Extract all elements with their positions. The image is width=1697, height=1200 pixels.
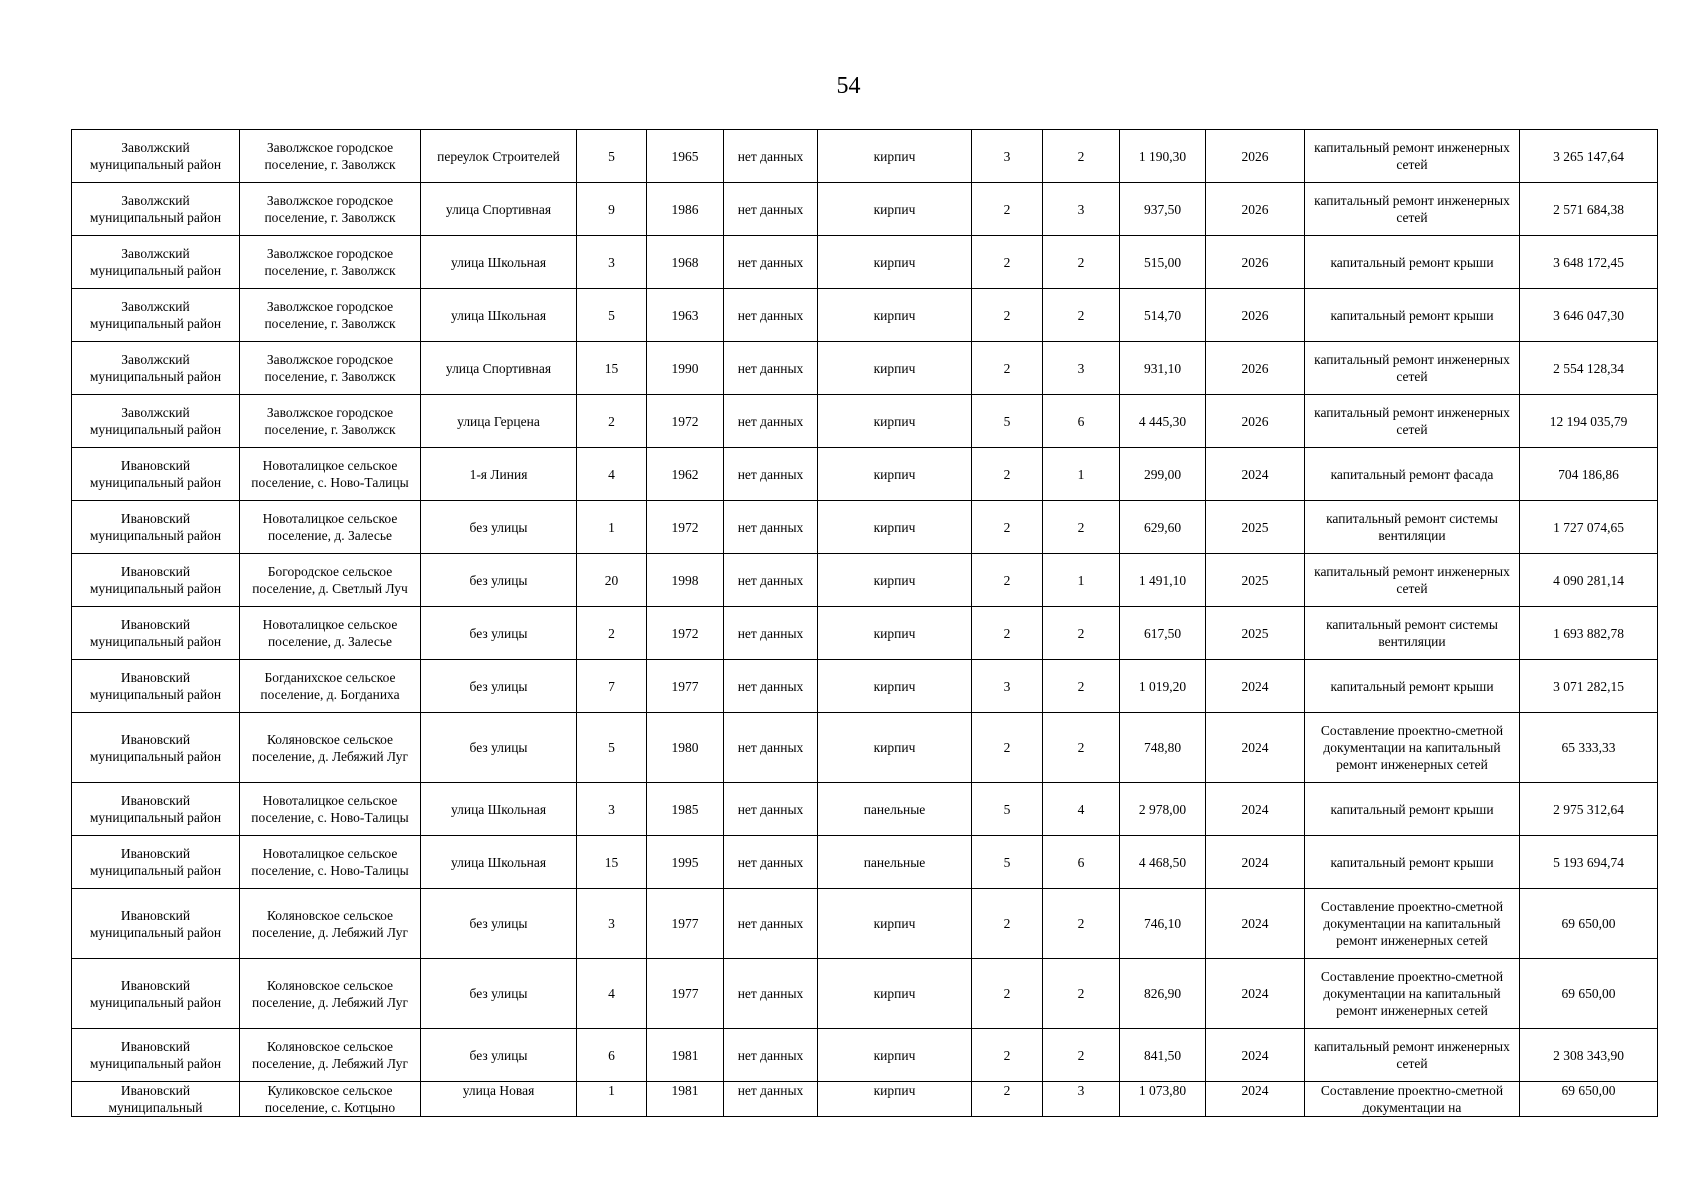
settlement-cell: Коляновское сельское поселение, д. Лебяжий Луг <box>240 1029 421 1082</box>
table-row <box>72 713 1658 783</box>
entrances-cell: 3 <box>1043 1082 1120 1117</box>
floors-cell: 2 <box>972 607 1043 660</box>
wall-material-cell: кирпич <box>818 289 972 342</box>
house-number-cell: 2 <box>577 607 647 660</box>
area-cell: 746,10 <box>1120 889 1206 959</box>
table-row <box>72 501 1658 554</box>
settlement-cell: Куликовское сельское поселение, с. Котцыно <box>240 1082 421 1117</box>
work-type-cell: капитальный ремонт крыши <box>1305 783 1520 836</box>
wall-material-cell: кирпич <box>818 1082 972 1117</box>
settlement-cell: Новоталицкое сельское поселение, д. Залесье <box>240 607 421 660</box>
table-row <box>72 1082 1658 1117</box>
settlement-cell: Коляновское сельское поселение, д. Лебяжий Луг <box>240 889 421 959</box>
area-cell: 931,10 <box>1120 342 1206 395</box>
commissioning-cell: нет данных <box>724 130 818 183</box>
table-row <box>72 607 1658 660</box>
floors-cell: 2 <box>972 889 1043 959</box>
commissioning-cell: нет данных <box>724 342 818 395</box>
table-row <box>72 1029 1658 1082</box>
house-number-cell: 15 <box>577 342 647 395</box>
year-built-cell: 1977 <box>647 959 724 1029</box>
floors-cell: 2 <box>972 289 1043 342</box>
planned-year-cell: 2025 <box>1206 501 1305 554</box>
cost-cell: 2 308 343,90 <box>1520 1029 1658 1082</box>
planned-year-cell: 2024 <box>1206 889 1305 959</box>
wall-material-cell: кирпич <box>818 959 972 1029</box>
floors-cell: 2 <box>972 501 1043 554</box>
house-number-cell: 2 <box>577 395 647 448</box>
table-row <box>72 130 1658 183</box>
house-number-cell: 5 <box>577 289 647 342</box>
district-cell: Ивановский муниципальный район <box>72 554 240 607</box>
entrances-cell: 3 <box>1043 183 1120 236</box>
cost-cell: 2 554 128,34 <box>1520 342 1658 395</box>
planned-year-cell: 2026 <box>1206 236 1305 289</box>
cost-cell: 5 193 694,74 <box>1520 836 1658 889</box>
entrances-cell: 1 <box>1043 448 1120 501</box>
floors-cell: 2 <box>972 1029 1043 1082</box>
entrances-cell: 6 <box>1043 395 1120 448</box>
cost-cell: 3 265 147,64 <box>1520 130 1658 183</box>
year-built-cell: 1998 <box>647 554 724 607</box>
street-cell: без улицы <box>421 660 577 713</box>
area-cell: 629,60 <box>1120 501 1206 554</box>
planned-year-cell: 2025 <box>1206 607 1305 660</box>
district-cell: Ивановский муниципальный <box>72 1082 240 1117</box>
planned-year-cell: 2024 <box>1206 1029 1305 1082</box>
settlement-cell: Заволжское городское поселение, г. Заволжск <box>240 289 421 342</box>
year-built-cell: 1972 <box>647 501 724 554</box>
district-cell: Заволжский муниципальный район <box>72 236 240 289</box>
settlement-cell: Заволжское городское поселение, г. Заволжск <box>240 130 421 183</box>
cost-cell: 2 571 684,38 <box>1520 183 1658 236</box>
area-cell: 841,50 <box>1120 1029 1206 1082</box>
street-cell: без улицы <box>421 554 577 607</box>
work-type-cell: капитальный ремонт инженерных сетей <box>1305 395 1520 448</box>
planned-year-cell: 2026 <box>1206 130 1305 183</box>
entrances-cell: 6 <box>1043 836 1120 889</box>
planned-year-cell: 2024 <box>1206 713 1305 783</box>
floors-cell: 5 <box>972 836 1043 889</box>
wall-material-cell: кирпич <box>818 660 972 713</box>
table-row <box>72 660 1658 713</box>
area-cell: 4 468,50 <box>1120 836 1206 889</box>
wall-material-cell: кирпич <box>818 607 972 660</box>
district-cell: Ивановский муниципальный район <box>72 783 240 836</box>
district-cell: Заволжский муниципальный район <box>72 395 240 448</box>
planned-year-cell: 2024 <box>1206 660 1305 713</box>
planned-year-cell: 2026 <box>1206 342 1305 395</box>
district-cell: Ивановский муниципальный район <box>72 660 240 713</box>
year-built-cell: 1981 <box>647 1029 724 1082</box>
table-row <box>72 959 1658 1029</box>
entrances-cell: 1 <box>1043 554 1120 607</box>
district-cell: Ивановский муниципальный район <box>72 959 240 1029</box>
commissioning-cell: нет данных <box>724 836 818 889</box>
settlement-cell: Заволжское городское поселение, г. Заволжск <box>240 395 421 448</box>
commissioning-cell: нет данных <box>724 660 818 713</box>
cost-cell: 3 071 282,15 <box>1520 660 1658 713</box>
year-built-cell: 1980 <box>647 713 724 783</box>
floors-cell: 2 <box>972 959 1043 1029</box>
wall-material-cell: кирпич <box>818 713 972 783</box>
wall-material-cell: кирпич <box>818 1029 972 1082</box>
house-number-cell: 9 <box>577 183 647 236</box>
commissioning-cell: нет данных <box>724 183 818 236</box>
cost-cell: 69 650,00 <box>1520 1082 1658 1117</box>
work-type-cell: капитальный ремонт инженерных сетей <box>1305 1029 1520 1082</box>
work-type-cell: капитальный ремонт крыши <box>1305 660 1520 713</box>
entrances-cell: 4 <box>1043 783 1120 836</box>
entrances-cell: 2 <box>1043 236 1120 289</box>
commissioning-cell: нет данных <box>724 607 818 660</box>
area-cell: 514,70 <box>1120 289 1206 342</box>
house-number-cell: 7 <box>577 660 647 713</box>
entrances-cell: 2 <box>1043 713 1120 783</box>
district-cell: Заволжский муниципальный район <box>72 130 240 183</box>
settlement-cell: Новоталицкое сельское поселение, с. Ново-Талицы <box>240 836 421 889</box>
house-number-cell: 4 <box>577 448 647 501</box>
commissioning-cell: нет данных <box>724 783 818 836</box>
house-number-cell: 4 <box>577 959 647 1029</box>
work-type-cell: капитальный ремонт системы вентиляции <box>1305 501 1520 554</box>
street-cell: без улицы <box>421 501 577 554</box>
commissioning-cell: нет данных <box>724 448 818 501</box>
work-type-cell: капитальный ремонт инженерных сетей <box>1305 183 1520 236</box>
house-number-cell: 3 <box>577 783 647 836</box>
work-type-cell: капитальный ремонт инженерных сетей <box>1305 342 1520 395</box>
house-number-cell: 1 <box>577 1082 647 1117</box>
entrances-cell: 2 <box>1043 1029 1120 1082</box>
work-type-cell: Составление проектно-сметной документации на <box>1305 1082 1520 1117</box>
entrances-cell: 2 <box>1043 289 1120 342</box>
table-row <box>72 289 1658 342</box>
area-cell: 748,80 <box>1120 713 1206 783</box>
area-cell: 937,50 <box>1120 183 1206 236</box>
area-cell: 515,00 <box>1120 236 1206 289</box>
cost-cell: 1 693 882,78 <box>1520 607 1658 660</box>
wall-material-cell: кирпич <box>818 342 972 395</box>
street-cell: без улицы <box>421 1029 577 1082</box>
district-cell: Заволжский муниципальный район <box>72 289 240 342</box>
wall-material-cell: кирпич <box>818 236 972 289</box>
floors-cell: 5 <box>972 783 1043 836</box>
district-cell: Ивановский муниципальный район <box>72 889 240 959</box>
floors-cell: 2 <box>972 236 1043 289</box>
floors-cell: 2 <box>972 448 1043 501</box>
street-cell: без улицы <box>421 889 577 959</box>
street-cell: улица Школьная <box>421 783 577 836</box>
work-type-cell: капитальный ремонт инженерных сетей <box>1305 130 1520 183</box>
wall-material-cell: кирпич <box>818 554 972 607</box>
entrances-cell: 2 <box>1043 501 1120 554</box>
floors-cell: 2 <box>972 183 1043 236</box>
commissioning-cell: нет данных <box>724 1029 818 1082</box>
table-body <box>72 130 1658 1117</box>
entrances-cell: 2 <box>1043 959 1120 1029</box>
commissioning-cell: нет данных <box>724 236 818 289</box>
floors-cell: 5 <box>972 395 1043 448</box>
cost-cell: 65 333,33 <box>1520 713 1658 783</box>
settlement-cell: Новоталицкое сельское поселение, с. Ново-Талицы <box>240 448 421 501</box>
year-built-cell: 1990 <box>647 342 724 395</box>
cost-cell: 2 975 312,64 <box>1520 783 1658 836</box>
floors-cell: 3 <box>972 130 1043 183</box>
planned-year-cell: 2026 <box>1206 395 1305 448</box>
area-cell: 4 445,30 <box>1120 395 1206 448</box>
cost-cell: 69 650,00 <box>1520 889 1658 959</box>
street-cell: улица Новая <box>421 1082 577 1117</box>
settlement-cell: Заволжское городское поселение, г. Заволжск <box>240 342 421 395</box>
wall-material-cell: кирпич <box>818 889 972 959</box>
table-row <box>72 183 1658 236</box>
wall-material-cell: панельные <box>818 836 972 889</box>
house-number-cell: 3 <box>577 236 647 289</box>
wall-material-cell: панельные <box>818 783 972 836</box>
planned-year-cell: 2024 <box>1206 1082 1305 1117</box>
year-built-cell: 1968 <box>647 236 724 289</box>
table-row <box>72 783 1658 836</box>
street-cell: улица Школьная <box>421 289 577 342</box>
area-cell: 617,50 <box>1120 607 1206 660</box>
commissioning-cell: нет данных <box>724 289 818 342</box>
area-cell: 1 491,10 <box>1120 554 1206 607</box>
wall-material-cell: кирпич <box>818 130 972 183</box>
year-built-cell: 1963 <box>647 289 724 342</box>
wall-material-cell: кирпич <box>818 395 972 448</box>
settlement-cell: Новоталицкое сельское поселение, д. Залесье <box>240 501 421 554</box>
settlement-cell: Заволжское городское поселение, г. Заволжск <box>240 236 421 289</box>
area-cell: 1 073,80 <box>1120 1082 1206 1117</box>
work-type-cell: Составление проектно-сметной документации на капитальный ремонт инженерных сетей <box>1305 713 1520 783</box>
planned-year-cell: 2026 <box>1206 289 1305 342</box>
street-cell: без улицы <box>421 713 577 783</box>
house-number-cell: 5 <box>577 130 647 183</box>
area-cell: 1 019,20 <box>1120 660 1206 713</box>
street-cell: улица Герцена <box>421 395 577 448</box>
wall-material-cell: кирпич <box>818 448 972 501</box>
street-cell: улица Спортивная <box>421 183 577 236</box>
planned-year-cell: 2026 <box>1206 183 1305 236</box>
floors-cell: 3 <box>972 660 1043 713</box>
entrances-cell: 2 <box>1043 130 1120 183</box>
commissioning-cell: нет данных <box>724 713 818 783</box>
commissioning-cell: нет данных <box>724 395 818 448</box>
table-row <box>72 448 1658 501</box>
year-built-cell: 1995 <box>647 836 724 889</box>
area-cell: 2 978,00 <box>1120 783 1206 836</box>
planned-year-cell: 2025 <box>1206 554 1305 607</box>
settlement-cell: Коляновское сельское поселение, д. Лебяжий Луг <box>240 713 421 783</box>
entrances-cell: 2 <box>1043 607 1120 660</box>
district-cell: Заволжский муниципальный район <box>72 342 240 395</box>
wall-material-cell: кирпич <box>818 501 972 554</box>
house-number-cell: 20 <box>577 554 647 607</box>
street-cell: улица Школьная <box>421 236 577 289</box>
district-cell: Ивановский муниципальный район <box>72 448 240 501</box>
work-type-cell: капитальный ремонт крыши <box>1305 289 1520 342</box>
cost-cell: 3 648 172,45 <box>1520 236 1658 289</box>
street-cell: улица Спортивная <box>421 342 577 395</box>
entrances-cell: 2 <box>1043 889 1120 959</box>
settlement-cell: Новоталицкое сельское поселение, с. Ново-Талицы <box>240 783 421 836</box>
commissioning-cell: нет данных <box>724 501 818 554</box>
commissioning-cell: нет данных <box>724 959 818 1029</box>
cost-cell: 69 650,00 <box>1520 959 1658 1029</box>
work-type-cell: капитальный ремонт крыши <box>1305 836 1520 889</box>
commissioning-cell: нет данных <box>724 554 818 607</box>
street-cell: улица Школьная <box>421 836 577 889</box>
work-type-cell: капитальный ремонт системы вентиляции <box>1305 607 1520 660</box>
house-number-cell: 1 <box>577 501 647 554</box>
street-cell: 1-я Линия <box>421 448 577 501</box>
page-number: 54 <box>836 73 861 99</box>
commissioning-cell: нет данных <box>724 1082 818 1117</box>
year-built-cell: 1965 <box>647 130 724 183</box>
cost-cell: 704 186,86 <box>1520 448 1658 501</box>
year-built-cell: 1986 <box>647 183 724 236</box>
table-row <box>72 395 1658 448</box>
table-row <box>72 554 1658 607</box>
table-row <box>72 236 1658 289</box>
year-built-cell: 1985 <box>647 783 724 836</box>
table-row <box>72 889 1658 959</box>
work-type-cell: Составление проектно-сметной документации на капитальный ремонт инженерных сетей <box>1305 959 1520 1029</box>
entrances-cell: 3 <box>1043 342 1120 395</box>
entrances-cell: 2 <box>1043 660 1120 713</box>
area-cell: 1 190,30 <box>1120 130 1206 183</box>
work-type-cell: капитальный ремонт крыши <box>1305 236 1520 289</box>
work-type-cell: капитальный ремонт инженерных сетей <box>1305 554 1520 607</box>
house-number-cell: 15 <box>577 836 647 889</box>
planned-year-cell: 2024 <box>1206 836 1305 889</box>
year-built-cell: 1972 <box>647 607 724 660</box>
table-row <box>72 836 1658 889</box>
district-cell: Заволжский муниципальный район <box>72 183 240 236</box>
settlement-cell: Заволжское городское поселение, г. Заволжск <box>240 183 421 236</box>
house-number-cell: 3 <box>577 889 647 959</box>
cost-cell: 1 727 074,65 <box>1520 501 1658 554</box>
house-number-cell: 5 <box>577 713 647 783</box>
year-built-cell: 1977 <box>647 889 724 959</box>
planned-year-cell: 2024 <box>1206 959 1305 1029</box>
area-cell: 299,00 <box>1120 448 1206 501</box>
cost-cell: 4 090 281,14 <box>1520 554 1658 607</box>
house-number-cell: 6 <box>577 1029 647 1082</box>
settlement-cell: Богородское сельское поселение, д. Светлый Луч <box>240 554 421 607</box>
floors-cell: 2 <box>972 1082 1043 1117</box>
planned-year-cell: 2024 <box>1206 448 1305 501</box>
work-type-cell: капитальный ремонт фасада <box>1305 448 1520 501</box>
floors-cell: 2 <box>972 713 1043 783</box>
year-built-cell: 1981 <box>647 1082 724 1117</box>
year-built-cell: 1972 <box>647 395 724 448</box>
floors-cell: 2 <box>972 342 1043 395</box>
year-built-cell: 1962 <box>647 448 724 501</box>
table-row <box>72 342 1658 395</box>
district-cell: Ивановский муниципальный район <box>72 836 240 889</box>
street-cell: без улицы <box>421 959 577 1029</box>
commissioning-cell: нет данных <box>724 889 818 959</box>
settlement-cell: Богданихское сельское поселение, д. Богданиха <box>240 660 421 713</box>
district-cell: Ивановский муниципальный район <box>72 713 240 783</box>
cost-cell: 3 646 047,30 <box>1520 289 1658 342</box>
planned-year-cell: 2024 <box>1206 783 1305 836</box>
cost-cell: 12 194 035,79 <box>1520 395 1658 448</box>
work-type-cell: Составление проектно-сметной документации на капитальный ремонт инженерных сетей <box>1305 889 1520 959</box>
district-cell: Ивановский муниципальный район <box>72 1029 240 1082</box>
district-cell: Ивановский муниципальный район <box>72 607 240 660</box>
wall-material-cell: кирпич <box>818 183 972 236</box>
street-cell: без улицы <box>421 607 577 660</box>
area-cell: 826,90 <box>1120 959 1206 1029</box>
floors-cell: 2 <box>972 554 1043 607</box>
year-built-cell: 1977 <box>647 660 724 713</box>
settlement-cell: Коляновское сельское поселение, д. Лебяжий Луг <box>240 959 421 1029</box>
district-cell: Ивановский муниципальный район <box>72 501 240 554</box>
housing-repair-table <box>71 129 1658 1117</box>
street-cell: переулок Строителей <box>421 130 577 183</box>
